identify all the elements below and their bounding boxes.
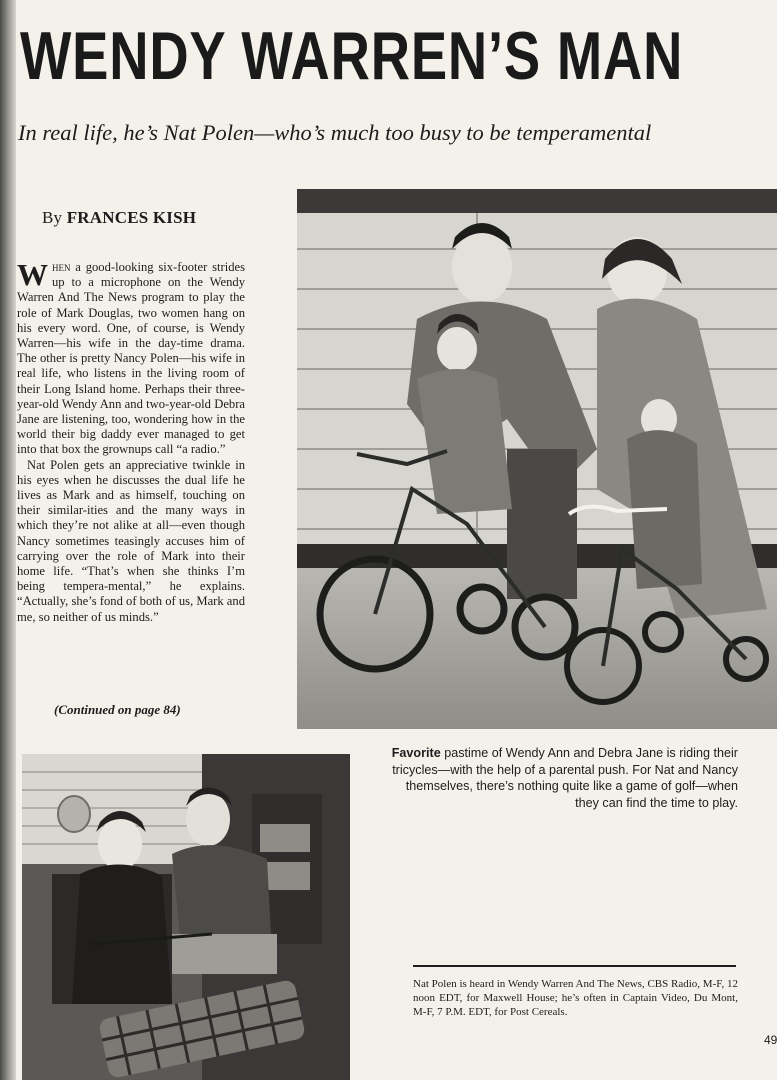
broadcast-credits: Nat Polen is heard in Wendy Warren And The News, CBS Radio, M-F, 12 noon EDT, for Maxwell House; he’s often in Captain Video, Du Mont, M-F, 7 P.M. EDT, for Post Cereals. [413, 978, 738, 1019]
body-paragraph-2: Nat Polen gets an appreciative twinkle in his eyes when he discusses the dual life he lives as Mark and as himself, touching on their similar-ities and the many ways in which they’re not alike at all—even though Nancy sometimes teasingly accuses him of carrying over the role of Mark into their home life. “That’s when she thinks I’m being tempera-mental,” he explains. “Actually, she’s fond of both of us, Mark and me, so neither of us minds.” [17, 457, 245, 624]
credits-rule [413, 965, 736, 967]
article-deck: In real life, he’s Nat Polen—who’s much too busy to be temperamental [18, 120, 652, 145]
drop-cap: W [17, 257, 48, 292]
family-tricycle-photo [297, 189, 777, 729]
byline [42, 208, 196, 228]
article-body [17, 257, 245, 625]
byline-prefix: By [42, 208, 63, 227]
golf-couple-photo [22, 754, 350, 1080]
page-number: 49 [764, 1033, 777, 1047]
page-gutter-shadow [0, 0, 16, 1080]
caption-lead: Favorite [391, 746, 441, 760]
body-paragraph-1 [17, 257, 245, 458]
article-headline: WENDY WARREN’S MAN [20, 18, 684, 94]
photo-caption [380, 745, 738, 811]
caption-text: pastime of Wendy Ann and Debra Jane is riding their tricycles—with the help of a parental push. For Nat and Nancy themselves, there’s nothing quite like a game of golf—when they can find the time to play. [392, 746, 738, 810]
lead-in: hen [52, 260, 71, 274]
byline-author: FRANCES KISH [66, 208, 197, 227]
paragraph-1-text: a good-looking six-footer strides up to a microphone on the Wendy Warren And The News program to play the role of Mark Douglas, two women hang on his every word. One, of course, is Wendy Warren—his wife in the day-time drama. The other is pretty Nancy Polen—his wife in real life, who listens in the living room of their Long Island home. Perhaps their three-year-old Wendy Ann and two-year-old Debra Jane are listening, too, wondering how in the world their big daddy ever managed to get into that box the grownups call “a radio.” [17, 260, 245, 457]
continued-note: (Continued on page 84) [54, 702, 181, 717]
